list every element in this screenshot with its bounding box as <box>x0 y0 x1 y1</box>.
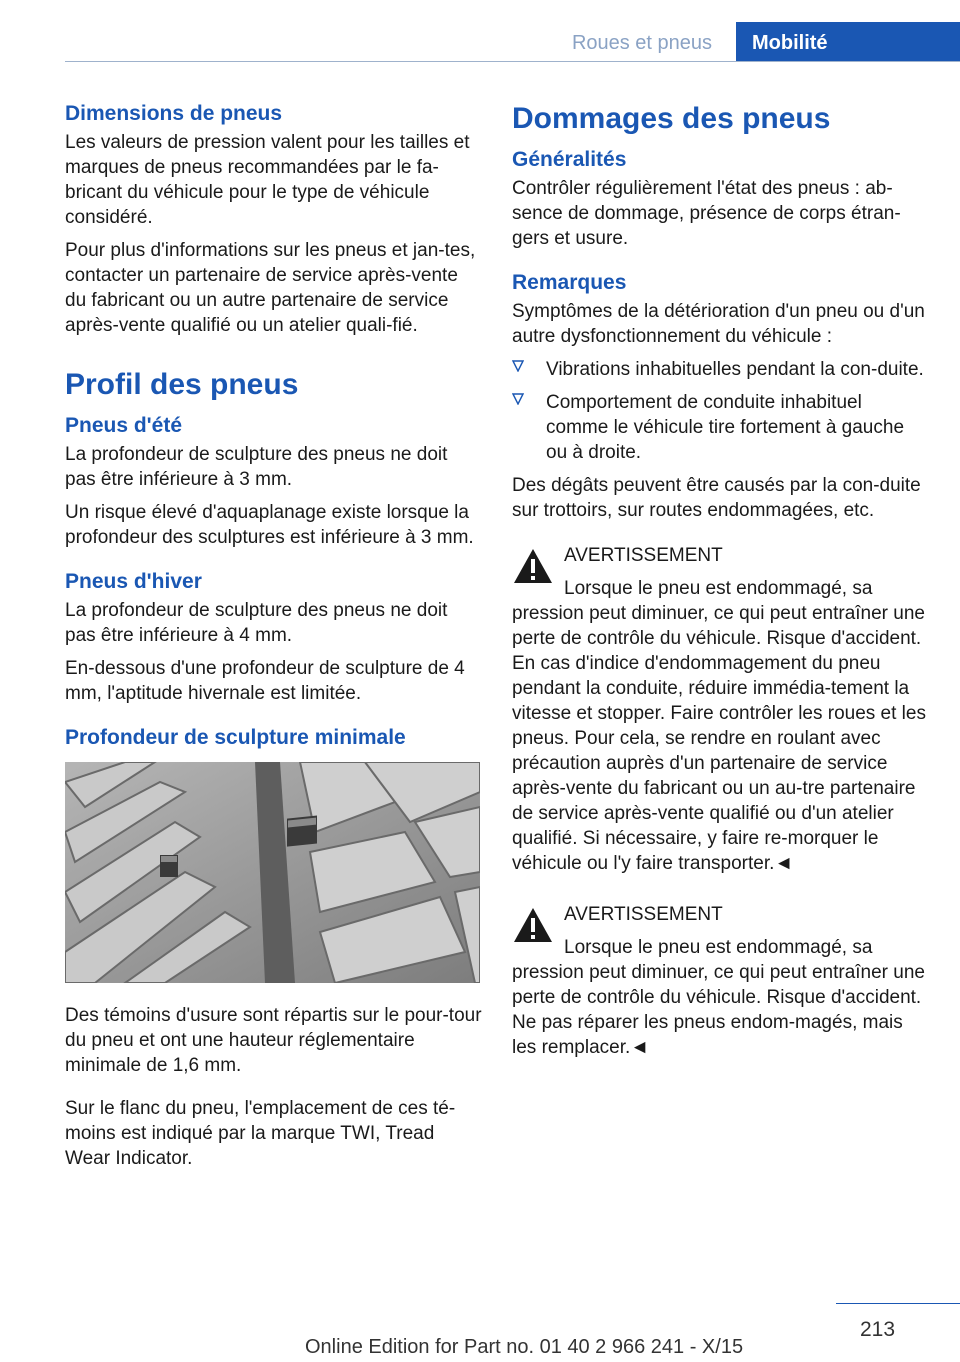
list-item-text: Vibrations inhabituelles pendant la con-duite. <box>546 359 924 380</box>
minimum-tread-heading: Profondeur de sculpture minimale <box>65 726 406 749</box>
general-paragraph: Contrôler régulièrement l'état des pneus : ab-sence de dommage, présence de corps étran-gers et usure. <box>512 178 901 249</box>
summer-tires-paragraph-2: Un risque élevé d'aquaplanage existe lorsque la profondeur des sculptures est inférieure à 3 mm. <box>65 502 474 548</box>
left-column <box>65 100 483 1179</box>
header-section-label: Roues et pneus <box>548 22 736 62</box>
header-chapter-tab: Mobilité <box>736 22 960 62</box>
minimum-tread-paragraph-1: Des témoins d'usure sont répartis sur le pour-tour du pneu et ont une hauteur réglementaire minimale de 1,6 mm. <box>65 1005 482 1076</box>
triangle-bullet-icon <box>512 393 524 405</box>
warning-triangle-icon <box>512 547 554 585</box>
list-item-text: Comportement de conduite inhabituel comme le véhicule tire fortement à gauche ou à droite. <box>546 392 905 463</box>
warning-2-title: AVERTISSEMENT <box>564 904 723 925</box>
warning-block-2 <box>512 902 928 1060</box>
summer-tires-heading: Pneus d'été <box>65 414 183 437</box>
warning-block-1 <box>512 543 928 876</box>
right-column <box>512 100 928 1068</box>
warning-1-title: AVERTISSEMENT <box>564 545 723 566</box>
triangle-bullet-icon <box>512 360 524 372</box>
winter-tires-paragraph-2: En-dessous d'une profondeur de sculpture de 4 mm, l'aptitude hivernale est limitée. <box>65 658 465 704</box>
warning-1-body: pression peut diminuer, ce qui peut entraîner une perte de contrôle du véhicule. Risque d'accident. En cas d'indice d'endommagement du pneu pendant la conduite, réduire immédia-tement la vitesse et stopper. Faire contrôler les roues et les pneus. Pour cela, se rendre en roulant avec précaution auprès d'un partenaire de service après-vente du fabricant ou un au-tre partenaire de service après-vente qualifié ou d'un atelier qualifié. Si nécessaire, y faire re-morquer le véhicule ou l'y faire transporter.◄ <box>512 603 926 874</box>
warning-2-lead: Lorsque le pneu est endommagé, sa <box>564 937 873 958</box>
winter-tires-paragraph-1: La profondeur de sculpture des pneus ne doit pas être inférieure à 4 mm. <box>65 600 448 646</box>
tire-dimensions-paragraph-2: Pour plus d'informations sur les pneus et jan-tes, contacter un partenaire de service après-vente du fabricant ou un autre partenaire de service après-vente qualifié ou un atelier quali-fié. <box>65 240 476 336</box>
list-item <box>512 390 928 465</box>
tire-damage-heading: Dommages des pneus <box>512 102 831 135</box>
tread-wear-indicator-image <box>65 762 480 983</box>
header-divider <box>65 61 960 62</box>
warning-triangle-icon <box>512 906 554 944</box>
tire-profile-heading: Profil des pneus <box>65 368 299 401</box>
warning-1-text <box>512 576 928 876</box>
remarks-paragraph-1: Symptômes de la détérioration d'un pneu ou d'un autre dysfonctionnement du véhicule : <box>512 301 925 347</box>
summer-tires-paragraph-1: La profondeur de sculpture des pneus ne doit pas être inférieure à 3 mm. <box>65 444 448 490</box>
page-number: 213 <box>860 1318 896 1341</box>
warning-2-body: pression peut diminuer, ce qui peut entraîner une perte de contrôle du véhicule. Risque d'accident. Ne pas réparer les pneus endom-magés, mais les remplacer.◄ <box>512 962 925 1058</box>
edition-label: Online Edition for Part no. 01 40 2 966 241 - X/15 <box>305 1336 744 1358</box>
symptoms-list <box>512 357 928 465</box>
warning-1-lead: Lorsque le pneu est endommagé, sa <box>564 578 873 599</box>
page-header <box>0 0 960 62</box>
footer-divider <box>836 1303 960 1304</box>
remarks-paragraph-2: Des dégâts peuvent être causés par la con-duite sur trottoirs, sur routes endommagées, etc. <box>512 475 921 521</box>
list-item <box>512 357 928 382</box>
warning-2-text <box>512 935 928 1060</box>
minimum-tread-paragraph-2: Sur le flanc du pneu, l'emplacement de ces té-moins est indiqué par la marque TWI, Tread Wear Indicator. <box>65 1098 456 1169</box>
tire-dimensions-heading: Dimensions de pneus <box>65 102 283 125</box>
general-heading: Généralités <box>512 148 627 171</box>
winter-tires-heading: Pneus d'hiver <box>65 570 202 593</box>
tire-dimensions-paragraph-1: Les valeurs de pression valent pour les tailles et marques de pneus recommandées par le fa-bricant du véhicule pour le type de véhicule considéré. <box>65 132 470 228</box>
remarks-heading: Remarques <box>512 271 627 294</box>
